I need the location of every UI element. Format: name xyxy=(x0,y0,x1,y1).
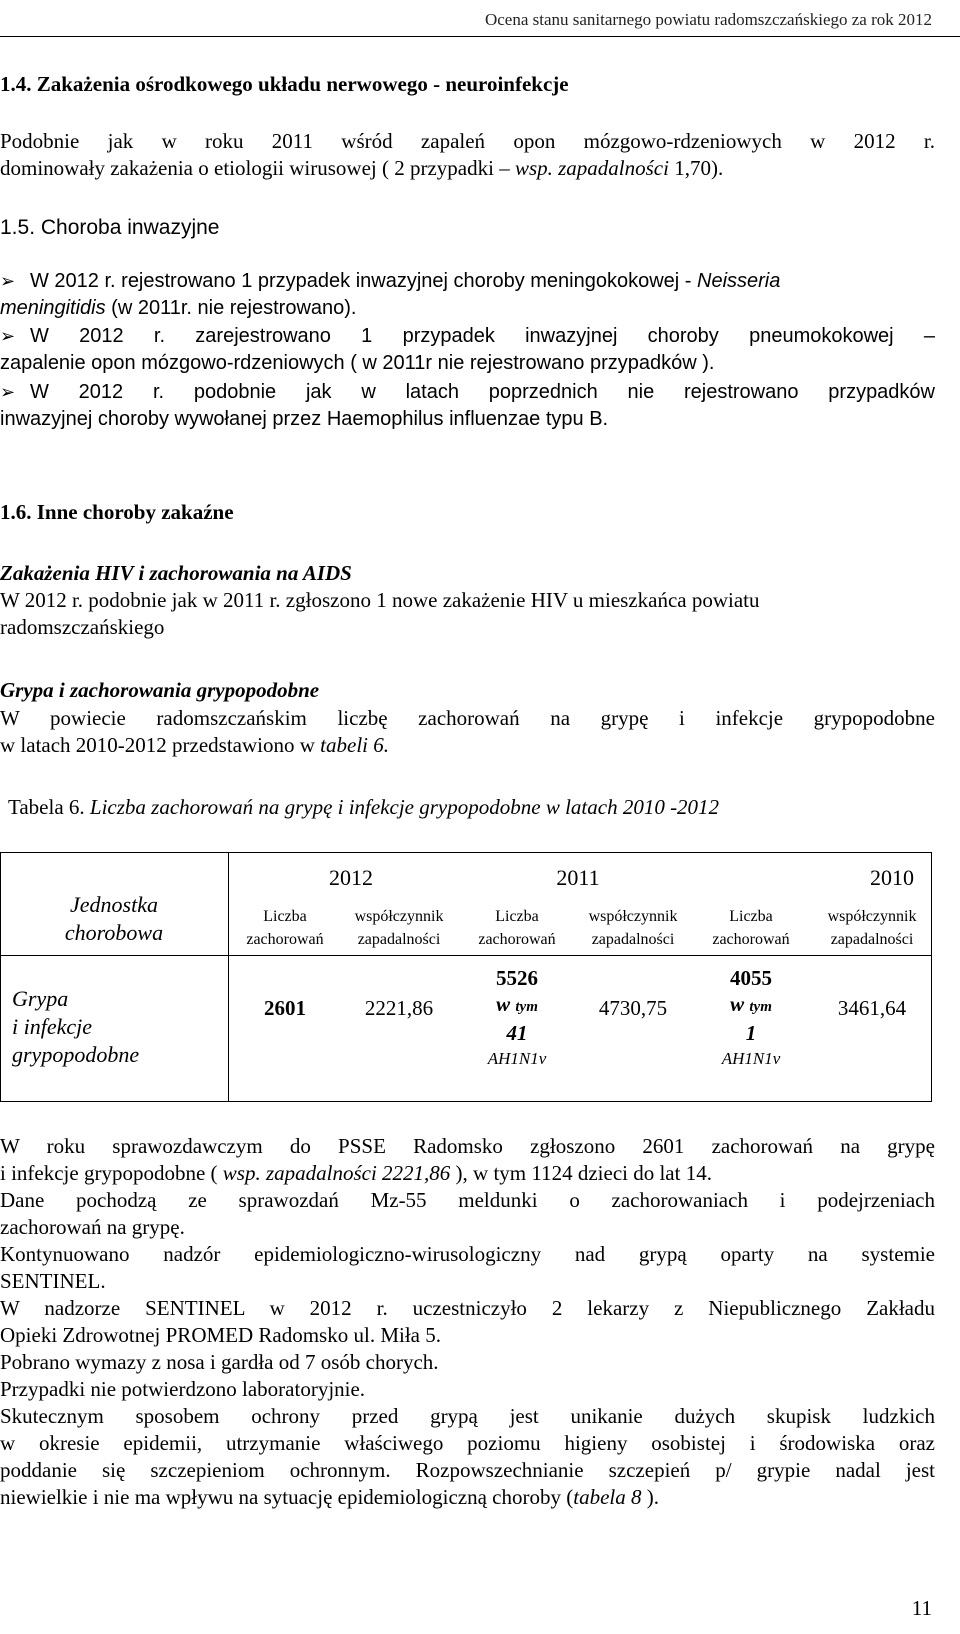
report-line-1: W roku sprawozdawczym do PSSE Radomsko zgłoszono 2601 zachorowań na grypę xyxy=(0,1134,935,1158)
year-2012: 2012 xyxy=(329,865,373,890)
report-line-14 xyxy=(0,1484,935,1511)
section-1-4-line-2 xyxy=(0,155,935,182)
text-line: chorobowa xyxy=(64,920,164,945)
text-span: w latach 2010-2012 przedstawiono w xyxy=(0,733,321,757)
text-span: tym xyxy=(749,999,772,1015)
year-2010 xyxy=(708,865,930,891)
cell-2011-count xyxy=(460,965,574,1072)
text-line: zachorowań xyxy=(478,931,556,948)
text-span: W 2012 r. rejestrowano 1 przypadek inwazyjnej choroby meningokokowej - xyxy=(30,270,698,292)
table-6 xyxy=(0,852,932,1102)
italic-span: wsp. zapadalności 2221,86 xyxy=(222,1161,451,1185)
report-line-11: Skutecznym sposobem ochrony przed grypą jest unikanie dużych skupisk ludzkich xyxy=(0,1404,935,1428)
text-line: AH1N1v xyxy=(721,1049,781,1068)
text-span: niewielkie i nie ma wpływu na sytuację epidemiologiczną choroby ( xyxy=(0,1485,574,1509)
hiv-line-1: W 2012 r. podobnie jak w 2011 r. zgłoszono 1 nowe zakażenie HIV u mieszkańca powiatu xyxy=(0,588,760,612)
row-label-flu xyxy=(12,985,222,1069)
report-line-8: Opieki Zdrowotnej PROMED Radomsko ul. Miła 5. xyxy=(0,1323,441,1347)
report-line-2 xyxy=(0,1160,935,1187)
table-6-caption xyxy=(8,794,943,821)
bullet-2-line-2: zapalenie opon mózgowo-rdzeniowych ( w 2011r nie rejestrowano przypadków ). xyxy=(0,352,715,374)
text-span: (w 2011r. nie rejestrowano). xyxy=(105,297,357,319)
text-line: współczynnik xyxy=(354,908,444,925)
text-line: 4055 xyxy=(730,966,772,990)
subheader-rate-2012 xyxy=(342,905,456,951)
cell-2012-rate: 2221,86 xyxy=(364,996,434,1020)
text-span: Tabela 6. xyxy=(8,795,90,819)
bullet-3-line-1 xyxy=(0,379,935,406)
text-line xyxy=(694,991,808,1020)
section-1-5-heading: 1.5. Choroba inwazyjne xyxy=(0,216,220,239)
text-line: 41 xyxy=(506,1021,528,1045)
bullet-2-line-1 xyxy=(0,323,935,350)
italic-span: tabeli 6. xyxy=(320,733,389,757)
text-span: W 2012 r. zarejestrowano 1 przypadek inwazyjnej choroby pneumokokowej – xyxy=(30,325,935,347)
text-line: 5526 xyxy=(496,966,538,990)
italic-span: Liczba zachorowań na grypę i infekcje grypopodobne w latach 2010 -2012 xyxy=(89,795,720,819)
text-span: dominowały zakażenia o etiologii wirusowej ( 2 przypadki – xyxy=(0,156,515,180)
text-line: Jednostka xyxy=(70,892,158,917)
text-line: zapadalności xyxy=(357,931,441,948)
flu-line-2 xyxy=(0,732,935,759)
text-line: zapadalności xyxy=(591,931,675,948)
bullet-arrow-icon: ➢ xyxy=(0,271,16,291)
report-line-5: Kontynuowano nadzór epidemiologiczno-wirusologiczny nad grypą oparty na systemie xyxy=(0,1242,935,1266)
bullet-3-line-2: inwazyjnej choroby wywołanej przez Haemophilus influenzae typu B. xyxy=(0,408,609,430)
report-line-10: Przypadki nie potwierdzono laboratoryjnie. xyxy=(0,1377,366,1401)
flu-line-1: W powiecie radomszczańskim liczbę zachorowań na grypę i infekcje grypopodobne xyxy=(0,706,935,730)
header-unit xyxy=(0,891,228,947)
text-span: tym xyxy=(515,999,538,1015)
hiv-line-2: radomszczańskiego xyxy=(0,615,165,639)
bullet-arrow-icon: ➢ xyxy=(0,326,16,346)
section-1-6-heading: 1.6. Inne choroby zakaźne xyxy=(0,500,234,524)
text-span: i infekcje grypopodobne ( xyxy=(0,1161,223,1185)
subheader-count-2011 xyxy=(460,905,574,951)
text-line: współczynnik xyxy=(588,908,678,925)
section-1-4-line-1: Podobnie jak w roku 2011 wśród zapaleń opon mózgowo-rdzeniowych w 2012 r. xyxy=(0,129,935,153)
table-header-divider xyxy=(0,955,932,956)
text-line: AH1N1v xyxy=(487,1049,547,1068)
italic-span: wsp. zapadalności xyxy=(514,156,669,180)
text-line: Liczba xyxy=(495,908,539,925)
subheader-rate-2011 xyxy=(576,905,690,951)
cell-2011-rate: 4730,75 xyxy=(598,996,668,1020)
bullet-1-line-1 xyxy=(0,268,935,295)
text-line: współczynnik xyxy=(827,908,917,925)
subheader-rate-2010 xyxy=(814,905,930,951)
report-line-12: w okresie epidemii, utrzymanie właściwego poziomu higieny osobistej i środowiska oraz xyxy=(0,1431,935,1455)
bullet-arrow-icon: ➢ xyxy=(0,382,16,402)
text-line: zapadalności xyxy=(830,931,914,948)
text-line: grypopodobne xyxy=(12,1042,140,1067)
italic-span: meningitidis xyxy=(0,297,106,319)
header-divider xyxy=(0,36,960,37)
section-1-4-heading: 1.4. Zakażenia ośrodkowego układu nerwowego - neuroinfekcje xyxy=(0,72,569,96)
text-line: 1 xyxy=(745,1021,757,1045)
flu-subheading: Grypa i zachorowania grypopodobne xyxy=(0,678,320,702)
italic-span: Neisseria xyxy=(697,270,781,292)
page-number: 11 xyxy=(911,1596,932,1620)
text-line: Liczba xyxy=(263,908,307,925)
text-line: Grypa xyxy=(12,986,69,1011)
text-span: 2010 xyxy=(870,865,914,890)
cell-2012-count: 2601 xyxy=(264,996,306,1020)
text-line xyxy=(460,991,574,1020)
year-2011: 2011 xyxy=(556,865,600,890)
hiv-subheading: Zakażenia HIV i zachorowania na AIDS xyxy=(0,561,352,585)
text-span: 1,70). xyxy=(668,156,724,180)
text-span: ). xyxy=(641,1485,659,1509)
text-span: w xyxy=(730,992,745,1016)
text-span: w xyxy=(496,992,511,1016)
text-line: zachorowań xyxy=(246,931,324,948)
text-line: i infekcje xyxy=(12,1014,93,1039)
report-line-3: Dane pochodzą ze sprawozdań Mz-55 meldunki o zachorowaniach i podejrzeniach xyxy=(0,1188,935,1212)
subheader-count-2010 xyxy=(694,905,808,951)
running-header: Ocena stanu sanitarnego powiatu radomszczańskiego za rok 2012 xyxy=(484,10,932,29)
report-line-13: poddanie się szczepieniom ochronnym. Rozpowszechnianie szczepień p/ grypie nadal jest xyxy=(0,1458,935,1482)
italic-span: tabela 8 xyxy=(573,1485,642,1509)
bullet-1-line-2 xyxy=(0,295,935,322)
text-line: Liczba xyxy=(729,908,773,925)
text-span: W 2012 r. podobnie jak w latach poprzednich nie rejestrowano przypadków xyxy=(30,381,935,403)
text-span: ), w tym 1124 dzieci do lat 14. xyxy=(450,1161,712,1185)
report-line-6: SENTINEL. xyxy=(0,1269,106,1293)
table-divider xyxy=(228,853,229,1101)
report-line-7: W nadzorze SENTINEL w 2012 r. uczestniczyło 2 lekarzy z Niepublicznego Zakładu xyxy=(0,1296,935,1320)
cell-2010-count xyxy=(694,965,808,1072)
report-line-9: Pobrano wymazy z nosa i gardła od 7 osób chorych. xyxy=(0,1350,439,1374)
cell-2010-rate: 3461,64 xyxy=(837,996,907,1020)
subheader-count-2012 xyxy=(228,905,342,951)
table-border-right xyxy=(931,853,932,1101)
text-line: zachorowań xyxy=(712,931,790,948)
report-line-4: zachorowań na grypę. xyxy=(0,1215,185,1239)
